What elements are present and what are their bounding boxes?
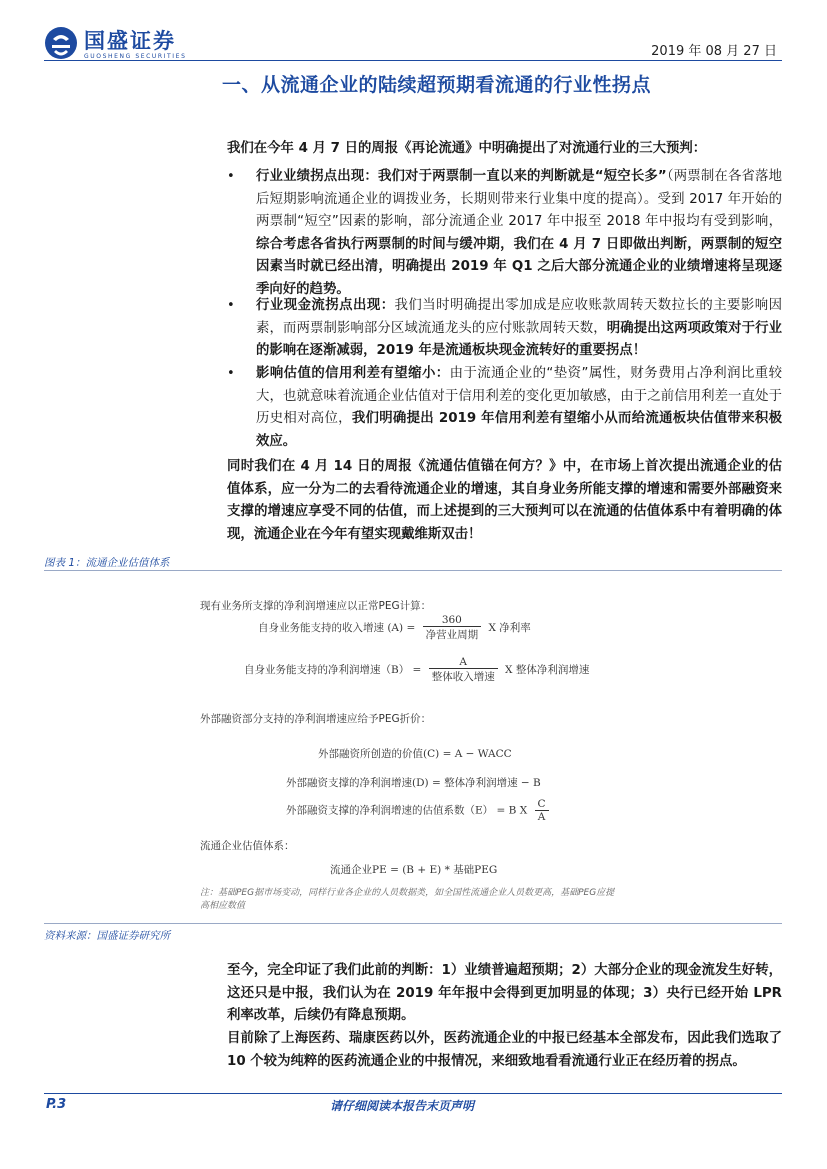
bullet-item-1: [227, 166, 782, 301]
fraction-numerator: C: [537, 798, 546, 810]
header-divider: [44, 60, 782, 61]
formula-pe: 流通企业PE = (B + E) * 基础PEG: [330, 864, 498, 876]
formula-left: 自身业务能支持的收入增速 (A) =: [258, 622, 416, 634]
footer-disclaimer: 请仔细阅读本报告末页声明: [330, 1099, 475, 1113]
footer-divider: [44, 1093, 782, 1094]
formula-fraction: [429, 656, 498, 684]
formula-external-growth: 外部融资支撑的净利润增速(D) = 整体净利润增速 − B: [286, 777, 541, 789]
bullet-lead: 行业现金流拐点出现：: [256, 298, 395, 313]
section-title: 一、从流通企业的陆续超预期看流通的行业性拐点: [222, 74, 652, 96]
formula-revenue-growth: [258, 614, 531, 642]
figure-top-rule: [44, 570, 782, 571]
fraction-denominator: 整体收入增速: [429, 668, 498, 684]
formula-fraction: [535, 798, 549, 823]
brand-name-en: GUOSHENG SECURITIES: [84, 53, 187, 60]
formula-profit-growth: [244, 656, 589, 684]
figure-bottom-rule: [44, 923, 782, 924]
report-date: 2019 年 08 月 27 日: [651, 44, 777, 59]
figure-source: 资料来源：国盛证券研究所: [44, 930, 170, 942]
guosheng-logo-icon: [44, 26, 78, 60]
formula-right: X 整体净利润增速: [505, 664, 590, 676]
bullet-item-3: [227, 363, 782, 453]
bullet-body: （两票制在各省落地后短期影响流通企业的调拨业务，长期则带来行业集中度的提高）。受到 2017 年开始的两票制“短空”因素的影响，部分流通企业 2017 年中报至 2018 年中报均有受到影响，: [256, 169, 782, 229]
bullet-dot-icon: •: [227, 169, 235, 184]
bullet-lead: 行业业绩拐点出现：我们对于两票制一直以来的判断就是“短空长多”: [256, 169, 667, 184]
brand-logo: [44, 24, 187, 64]
formula-valuation-coefficient: [286, 798, 553, 823]
conclusion-paragraph: 至今，完全印证了我们此前的判断：1）业绩普遍超预期；2）大部分企业的现金流发生好转，这还只是中报，我们认为在 2019 年年报中会得到更加明显的体现；3）央行已经开始 LPR 利率改革，后续仍有降息预期。: [227, 963, 782, 1023]
figure-note: 注：基础PEG据市场变动，同样行业各企业的人员数据类，如全国性流通企业人员数更高，基础PEG应提高相应数值: [200, 888, 615, 911]
valuation-paragraph: 同时我们在 4 月 14 日的周报《流通估值锚在何方？》中，在市场上首次提出流通企业的估值体系，应一分为二的去看待流通企业的增速，其自身业务所能支撑的增速和需要外部融资来支撑的增速应享受不同的估值，而上述提到的三大预判可以在流通的估值体系中有着明确的体现，流通企业在今年有望实现戴维斯双击！: [227, 459, 782, 542]
fraction-numerator: 360: [441, 614, 462, 626]
bullet-text: [256, 363, 782, 453]
bullet-dot-icon: •: [227, 298, 235, 313]
formula-left: 自身业务能支持的净利润增速（B） =: [244, 664, 422, 676]
formula-right: X 净利率: [488, 622, 531, 634]
page-number: P.3: [46, 1097, 67, 1112]
figure-line-2: 外部融资部分支持的净利润增速应给予PEG折价：: [200, 713, 432, 725]
figure-line-1: 现有业务所支撑的净利润增速应以正常PEG计算：: [200, 600, 432, 612]
bullet-dot-icon: •: [227, 366, 235, 381]
sample-paragraph: 目前除了上海医药、瑞康医药以外，医药流通企业的中报已经基本全部发布，因此我们选取了 10 个较为纯粹的医药流通企业的中报情况，来细致地看看流通行业正在经历着的拐点。: [227, 1031, 782, 1069]
figure-line-3: 流通企业估值体系：: [200, 840, 295, 852]
brand-name-cn: 国盛证券: [84, 29, 176, 53]
bullet-conclusion: 明确提出这两项政策对于行业的影响在逐渐减弱，2019 年是流通板块现金流转好的重要拐点！: [256, 320, 783, 358]
formula-external-value: 外部融资所创造的价值(C) = A − WACC: [318, 748, 512, 760]
fraction-denominator: 净营业周期: [423, 626, 482, 642]
bullet-conclusion: 综合考虑各省执行两票制的时间与缓冲期，我们在 4 月 7 日即做出判断，两票制的短空因素当时就已经出清，明确提出 2019 年 Q1 之后大部分流通企业的业绩增速将呈现逐季向好的趋势。: [256, 236, 782, 297]
figure-caption: 图表 1：流通企业估值体系: [44, 557, 170, 569]
formula-left: 外部融资支撑的净利润增速的估值系数（E） = B X: [286, 804, 528, 817]
formula-fraction: [423, 614, 482, 642]
bullet-item-2: [227, 295, 782, 363]
bullet-text: [256, 166, 782, 301]
fraction-denominator: A: [535, 810, 549, 823]
bullet-conclusion: 我们明确提出 2019 年信用利差有望缩小从而给流通板块估值带来积极效应。: [256, 411, 783, 449]
fraction-numerator: A: [459, 656, 467, 668]
bullet-body: 我们当时明确提出零加成是应收账款周转天数拉长的主要影响因素，而两票制影响部分区域流通龙头的应付账款周转天数，: [256, 298, 783, 336]
bullet-lead: 影响估值的信用利差有望缩小：: [256, 366, 450, 381]
bullet-body: 由于流通企业的“垫资”属性，财务费用占净利润比重较大，也就意味着流通企业估值对于信用利差的变化更加敏感，由于之前信用利差一直处于历史相对高位，: [256, 366, 783, 426]
bullet-text: [256, 295, 782, 363]
intro-paragraph: 我们在今年 4 月 7 日的周报《再论流通》中明确提出了对流通行业的三大预判：: [227, 141, 707, 156]
